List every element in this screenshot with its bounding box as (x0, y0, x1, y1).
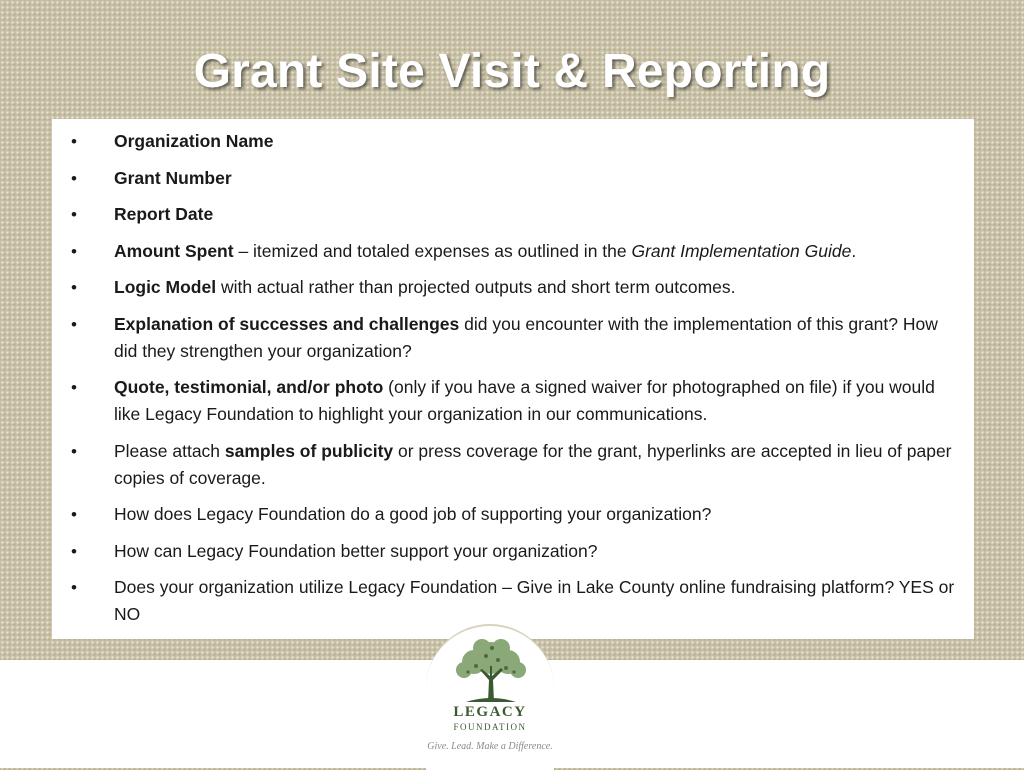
bullet-text-segment: samples of publicity (224, 440, 394, 461)
bullet-item (52, 274, 964, 301)
bullet-item (52, 165, 964, 192)
bullet-marker: • (71, 241, 77, 261)
bullet-item (52, 201, 964, 228)
bullet-text-segment: Explanation of successes and challenges (114, 313, 460, 334)
bullet-text-segment: Grant Implementation Guide (631, 240, 852, 261)
bullet-text-segment: with actual rather than projected outputs and short term outcomes. (216, 277, 736, 297)
bullet-marker: • (71, 314, 77, 334)
bullet-item (52, 574, 964, 628)
logo-name: LEGACY (453, 704, 527, 720)
logo-tagline: Give. Lead. Make a Difference. (427, 741, 553, 752)
bullet-item (52, 311, 964, 365)
content-box (52, 119, 974, 639)
bullet-marker: • (71, 205, 77, 224)
bullet-marker: • (71, 278, 77, 297)
bullet-marker: • (71, 378, 77, 397)
bullet-text-segment: . (851, 240, 857, 261)
bullet-item (52, 538, 964, 565)
bullet-text-segment: How can Legacy Foundation better support your organization? (114, 540, 598, 561)
bullet-text-segment: Amount Spent (114, 240, 234, 261)
bullet-marker: • (71, 541, 77, 561)
bullet-text-segment: or press coverage for the grant, hyperlinks are accepted in lieu of paper copies of coverage. (114, 440, 952, 488)
bullet-item (52, 238, 964, 265)
bullet-item (52, 501, 964, 528)
logo-subtitle: FOUNDATION (453, 722, 527, 732)
slide-title: Grant Site Visit & Reporting (193, 45, 831, 98)
bullet-item (52, 374, 964, 428)
bullet-list (52, 119, 974, 628)
bullet-marker: • (71, 578, 77, 597)
bullet-text-segment: did you encounter with the implementation of this grant? How did they strengthen your organization? (114, 313, 938, 361)
bullet-item (52, 438, 964, 492)
bullet-text-segment: Please attach (114, 440, 225, 461)
bullet-text-segment: Quote, testimonial, and/or photo (114, 377, 384, 397)
bullet-marker: • (71, 441, 77, 461)
bullet-text-segment: Logic Model (114, 277, 217, 297)
bullet-text-segment: Organization Name (114, 131, 274, 151)
bullet-marker: • (71, 132, 77, 151)
bullet-text-segment: Grant Number (114, 167, 232, 188)
bullet-marker: • (71, 505, 77, 524)
bullet-text-segment: (only if you have a signed waiver for photographed on file) if you would like Legacy Foundation to highlight your organization in our communications. (114, 377, 935, 424)
bullet-item (52, 128, 964, 155)
tree-icon (446, 636, 536, 706)
bullet-text-segment: Report Date (114, 204, 214, 224)
bullet-text-segment: Does your organization utilize Legacy Foundation – Give in Lake County online fundraising platform? YES or NO (114, 577, 955, 624)
bullet-text-segment: – itemized and totaled expenses as outlined in the (233, 240, 632, 261)
bullet-text-segment: How does Legacy Foundation do a good job of supporting your organization? (114, 504, 712, 524)
bullet-marker: • (71, 168, 77, 188)
